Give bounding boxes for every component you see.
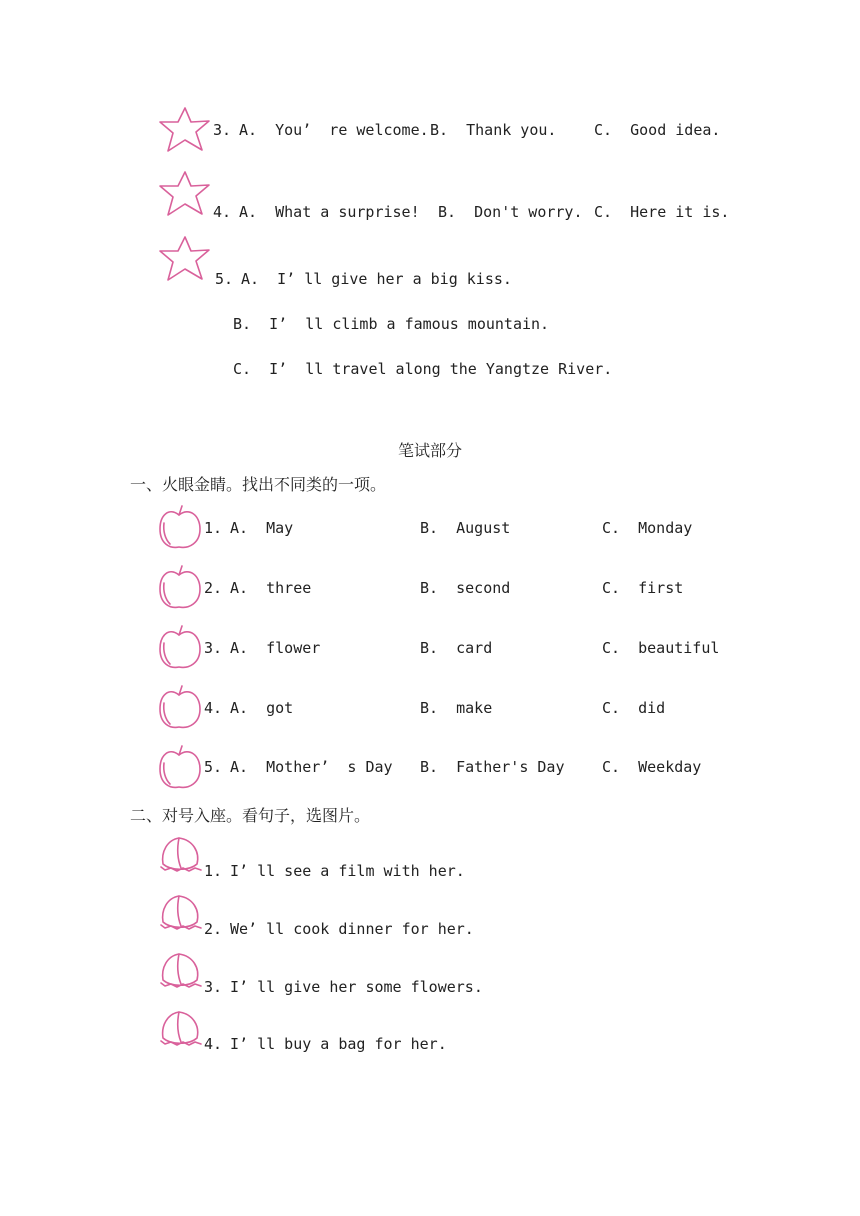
option-c: C. did	[602, 699, 666, 717]
star-icon	[157, 105, 213, 159]
question-number: 3.	[213, 121, 232, 139]
option-a: A. What a surprise!	[239, 203, 420, 221]
apple-icon	[157, 503, 203, 555]
peach-icon	[157, 834, 205, 878]
question-number: 2.	[204, 579, 223, 597]
option-a: A. got	[230, 699, 294, 717]
question-number: 1.	[204, 519, 223, 537]
section-title: 笔试部分	[397, 441, 462, 460]
option-b: B. Father's Day	[420, 758, 565, 776]
question-number: 5.	[215, 270, 234, 288]
option-a: A. May	[230, 519, 294, 537]
question-number: 5.	[204, 758, 223, 776]
option-b: B. August	[420, 519, 511, 537]
question-number: 2.	[204, 920, 223, 938]
question-number: 3.	[204, 639, 223, 657]
question-number: 1.	[204, 862, 223, 880]
apple-icon	[157, 563, 203, 615]
option-b: B. Thank you.	[430, 121, 557, 139]
option-a: A. flower	[230, 639, 321, 657]
sentence: I’ ll see a film with her.	[230, 862, 465, 880]
section-2-heading: 二、对号入座。看句子，选图片。	[130, 806, 371, 825]
option-c: C. Here it is.	[594, 203, 730, 221]
section-1-heading: 一、火眼金睛。找出不同类的一项。	[130, 475, 387, 494]
option-c: C. beautiful	[602, 639, 720, 657]
question-number: 4.	[204, 1035, 223, 1053]
sentence: We’ ll cook dinner for her.	[230, 920, 474, 938]
option-c: C. Good idea.	[594, 121, 721, 139]
apple-icon	[157, 743, 203, 795]
option-b: B. I’ ll climb a famous mountain.	[233, 315, 550, 333]
star-icon	[157, 169, 213, 223]
sentence: I’ ll give her some flowers.	[230, 978, 483, 996]
option-b: B. make	[420, 699, 493, 717]
peach-icon	[157, 950, 205, 994]
peach-icon	[157, 892, 205, 936]
option-a: A. Mother’ s Day	[230, 758, 393, 776]
apple-icon	[157, 623, 203, 675]
option-c: C. Monday	[602, 519, 693, 537]
apple-icon	[157, 683, 203, 735]
question-number: 3.	[204, 978, 223, 996]
option-a: A. You’ re welcome.	[239, 121, 429, 139]
question-number: 4.	[204, 699, 223, 717]
option-c: C. Weekday	[602, 758, 702, 776]
option-c: C. first	[602, 579, 684, 597]
option-b: B. card	[420, 639, 493, 657]
option-c: C. I’ ll travel along the Yangtze River.	[233, 360, 613, 378]
option-a: A. three	[230, 579, 312, 597]
option-a: A. I’ ll give her a big kiss.	[241, 270, 512, 288]
option-b: B. second	[420, 579, 511, 597]
sentence: I’ ll buy a bag for her.	[230, 1035, 447, 1053]
peach-icon	[157, 1008, 205, 1052]
star-icon	[157, 234, 213, 288]
question-number: 4.	[213, 203, 232, 221]
option-b: B. Don't worry.	[438, 203, 583, 221]
